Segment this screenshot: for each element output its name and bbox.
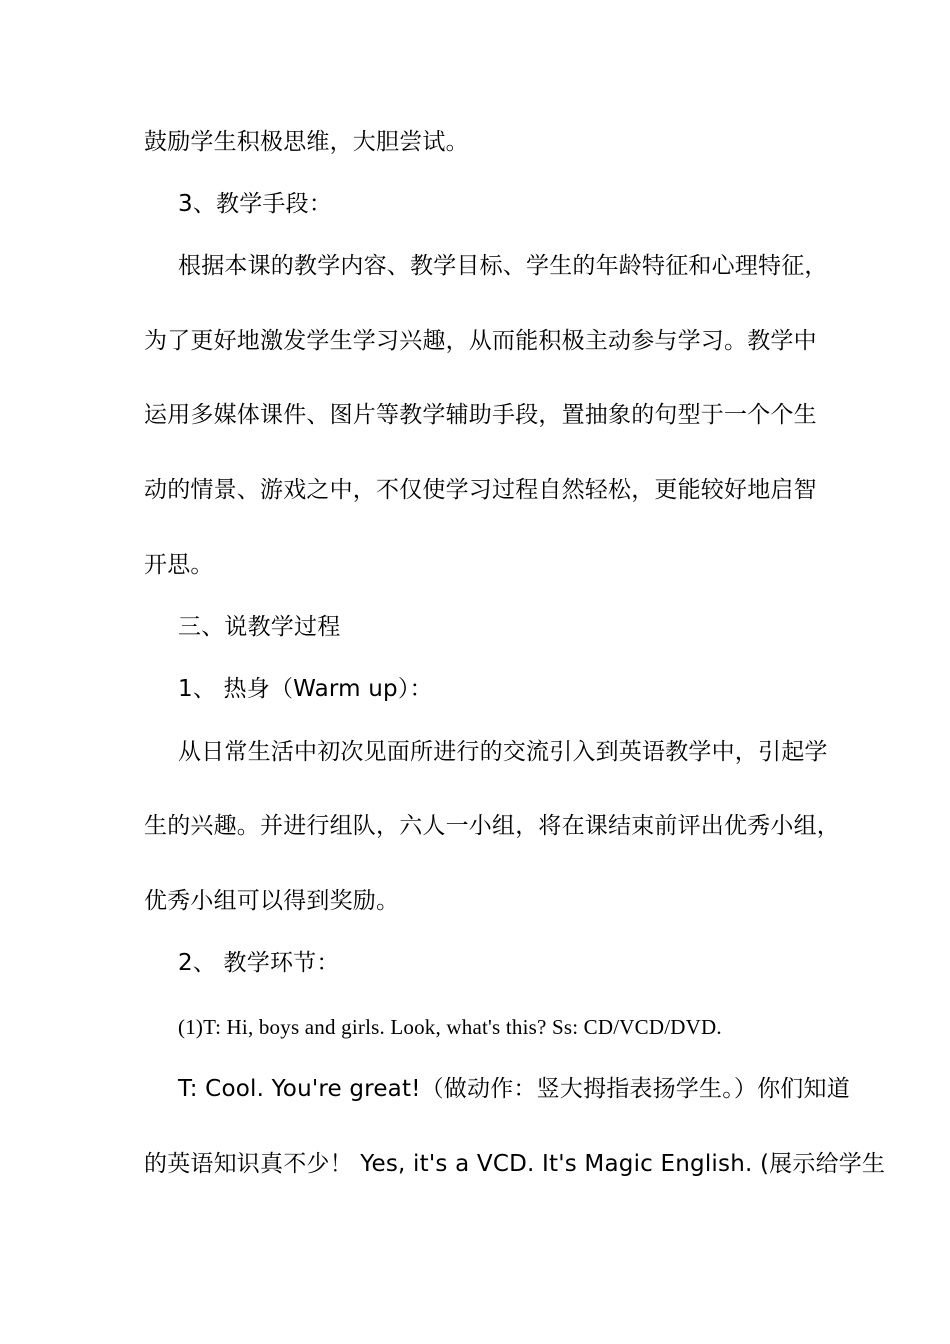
paragraph-line: 优秀小组可以得到奖励。 [144,888,400,914]
section-heading-teaching-steps: 2、 教学环节： [178,950,340,976]
paragraph-line: 根据本课的教学内容、教学目标、学生的年龄特征和心理特征， [178,253,828,279]
dialogue-line: 的英语知识真不少！ Yes, it's a VCD. It's Magic English. (展示给学生 [144,1151,886,1177]
dialogue-line: T: Cool. You're great!（做动作：竖大拇指表扬学生。）你们知道 [178,1076,850,1102]
paragraph-line: 为了更好地激发学生学习兴趣，从而能积极主动参与学习。教学中 [144,328,817,354]
dialogue-line: (1)T: Hi, boys and girls. Look, what's this? Ss: CD/VCD/DVD. [178,1015,722,1039]
paragraph-line: 运用多媒体课件、图片等教学辅助手段，置抽象的句型于一个个生 [144,402,817,428]
section-heading-teaching-process: 三、说教学过程 [178,614,341,640]
section-heading-teaching-means: 3、教学手段： [178,191,333,217]
paragraph-line: 生的兴趣。并进行组队，六人一小组，将在课结束前评出优秀小组， [144,813,840,839]
paragraph-line: 鼓励学生积极思维，大胆尝试。 [144,129,469,155]
section-heading-warm-up: 1、 热身（Warm up）： [178,676,433,702]
paragraph-line: 开思。 [144,552,214,578]
paragraph-line: 从日常生活中初次见面所进行的交流引入到英语教学中，引起学 [178,739,828,765]
paragraph-line: 动的情景、游戏之中，不仅使学习过程自然轻松，更能较好地启智 [144,477,817,503]
